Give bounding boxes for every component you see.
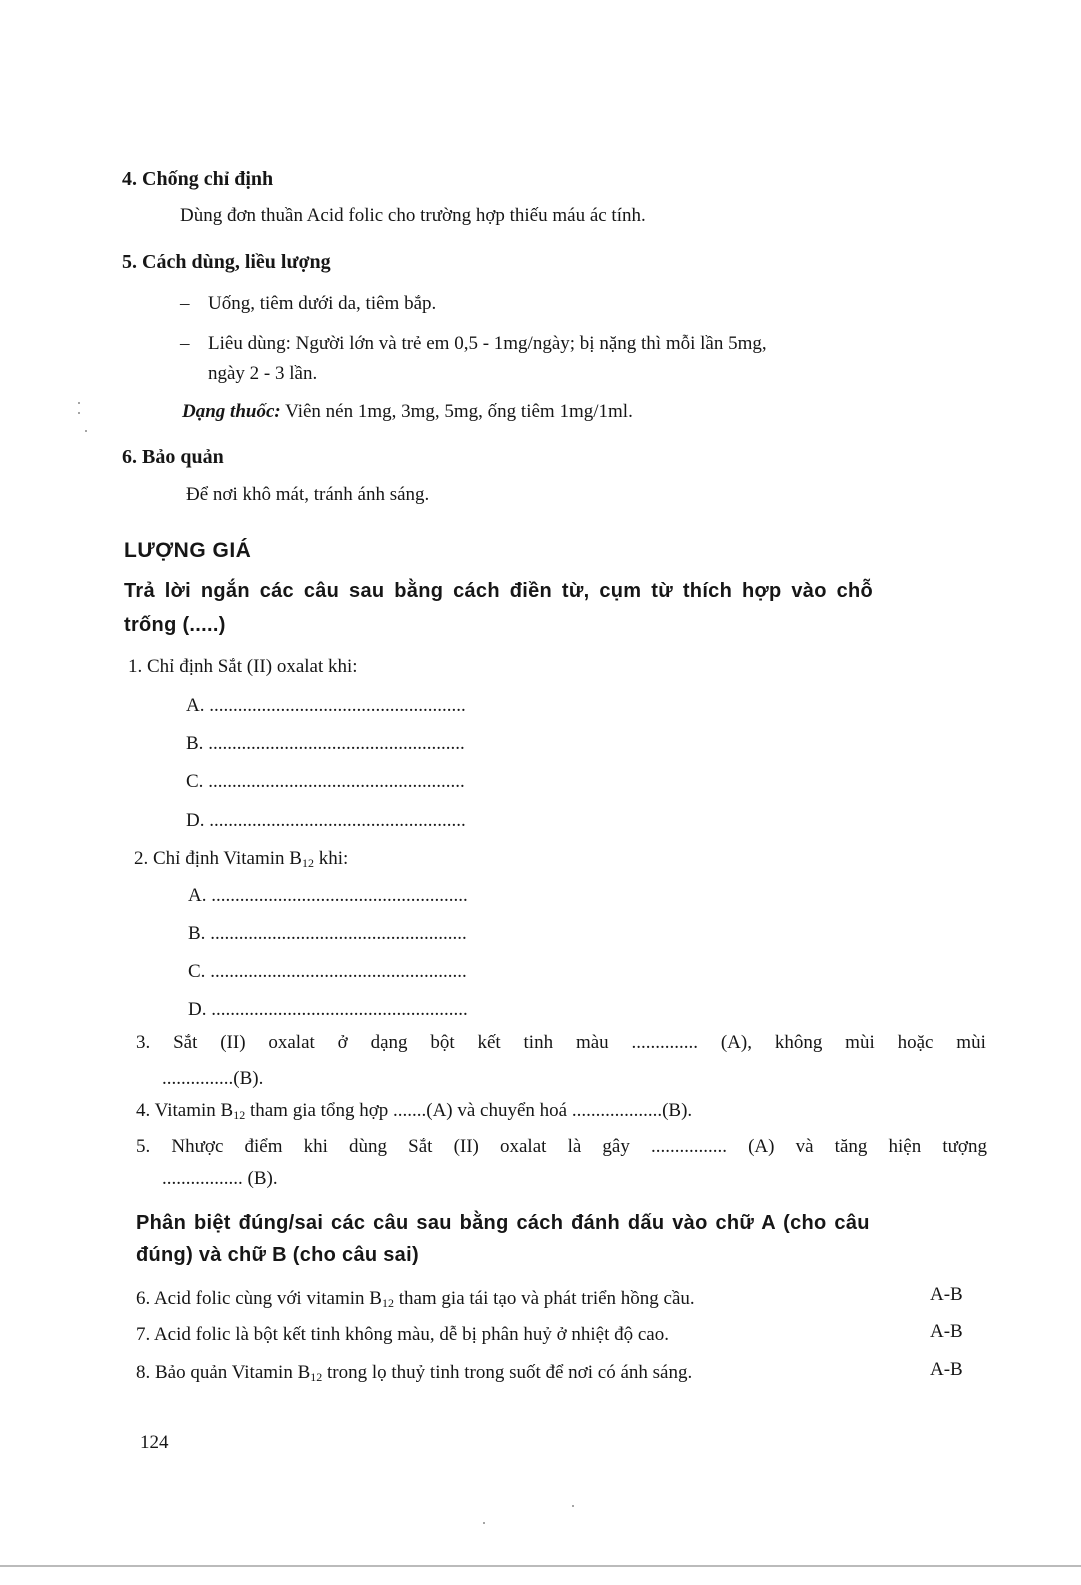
word: hiện (888, 1136, 922, 1157)
subscript: 12 (233, 1108, 246, 1122)
word: và (795, 1136, 814, 1157)
section-4-heading: 4. Chống chỉ định (122, 168, 274, 190)
q4-suffix: tham gia tổng hợp .......(A) và chuyển hoá ...................(B). (245, 1100, 693, 1121)
word: ở (337, 1032, 348, 1053)
scan-speck (85, 430, 87, 432)
scan-bottom-edge (0, 1565, 1081, 1567)
word: Nhược (171, 1136, 224, 1157)
word: tinh (523, 1032, 554, 1053)
word: không (774, 1032, 823, 1053)
bullet-2-line-1 (208, 333, 976, 355)
word: kết (477, 1032, 501, 1053)
word: oxalat (500, 1136, 547, 1157)
word: mùi (845, 1032, 875, 1053)
section-5-heading: 5. Cách dùng, liều lượng (122, 251, 331, 273)
question-7: 7. Acid folic là bột kết tinh không màu, dễ bị phân huỷ ở nhiệt độ cao. (136, 1324, 669, 1345)
q8-suffix: trong lọ thuỷ tinh trong suốt để nơi có ánh sáng. (322, 1362, 693, 1383)
word: dùng (349, 1136, 388, 1157)
answer-blank: ................ (650, 1136, 727, 1157)
bullet-1: Uống, tiêm dưới da, tiêm bắp. (208, 293, 437, 314)
subscript: 12 (310, 1370, 323, 1384)
question-5-line-1 (136, 1136, 987, 1158)
answer-blank: .............. (631, 1032, 698, 1053)
q6-prefix: 6. Acid folic cùng với vitamin B (136, 1288, 382, 1309)
q1-option-d (186, 810, 466, 832)
word: (II) (220, 1032, 246, 1053)
bullet-2-text: Liêu dùng: Người lớn và trẻ em 0,5 - 1mg/ngày; bị nặng thì mỗi lần 5mg, (208, 333, 767, 354)
section-6-heading: 6. Bảo quản (122, 446, 224, 468)
word: (A) (748, 1136, 775, 1157)
word: tượng (942, 1136, 987, 1157)
answer-blank: ...................................................... (208, 771, 465, 792)
q4-prefix: 4. Vitamin B (136, 1100, 234, 1121)
word: dạng (370, 1032, 408, 1053)
answer-blank: ...................................................... (209, 695, 466, 716)
answer-blank: ...................................................... (211, 885, 468, 906)
question-2 (134, 848, 348, 870)
word: khi (303, 1136, 328, 1157)
instruction-2-line-2: đúng) và chữ B (cho câu sai) (136, 1244, 419, 1266)
dosage-form (182, 401, 633, 423)
question-4 (136, 1100, 692, 1122)
option-letter: A. (188, 885, 207, 906)
answer-blank: ...................................................... (208, 733, 465, 754)
word: Sắt (408, 1136, 433, 1157)
subscript: 12 (301, 856, 314, 870)
subscript: 12 (381, 1296, 394, 1310)
q1-option-a (186, 695, 466, 717)
page-number: 124 (140, 1432, 169, 1453)
answer-blank: ...................................................... (211, 999, 468, 1020)
q6-answer-choice: A-B (930, 1284, 963, 1305)
option-letter: A. (186, 695, 205, 716)
option-letter: D. (188, 999, 207, 1020)
word: oxalat (268, 1032, 315, 1053)
q6-suffix: tham gia tái tạo và phát triển hồng cầu. (393, 1288, 695, 1309)
word: bột (430, 1032, 455, 1053)
q2-prefix: 2. Chỉ định Vitamin B (134, 848, 302, 869)
answer-blank: ...................................................... (209, 810, 466, 831)
q7-answer-choice: A-B (930, 1321, 963, 1342)
option-letter: B. (186, 733, 204, 754)
instruction-1-line-1: Trả lời ngắn các câu sau bằng cách điền từ, cụm từ thích hợp vào chỗ (124, 580, 874, 602)
q8-prefix: 8. Bảo quản Vitamin B (136, 1362, 311, 1383)
bullet-dash: – (180, 333, 190, 354)
word: là (567, 1136, 582, 1157)
q2-option-a (188, 885, 468, 907)
option-letter: B. (188, 923, 206, 944)
option-letter: D. (186, 810, 205, 831)
q2-suffix: khi: (313, 848, 349, 869)
word: tăng (834, 1136, 868, 1157)
question-6 (136, 1288, 695, 1310)
option-letter: C. (188, 961, 206, 982)
q2-option-b (188, 923, 467, 945)
bullet-2-line-2: ngày 2 - 3 lần. (208, 363, 318, 384)
scan-speck (78, 402, 80, 404)
word: 3. (136, 1032, 151, 1053)
section-4-text: Dùng đơn thuần Acid folic cho trường hợp thiếu máu ác tính. (180, 205, 646, 226)
section-6-text: Để nơi khô mát, tránh ánh sáng. (186, 484, 430, 505)
q2-option-c (188, 961, 467, 983)
scan-speck (572, 1505, 574, 1507)
answer-blank: ...................................................... (210, 961, 467, 982)
question-3-line-1 (136, 1032, 986, 1054)
question-5-line-2: ................. (B). (162, 1168, 278, 1189)
instruction-1-line-2: trống (.....) (124, 614, 226, 636)
word: Sắt (173, 1032, 198, 1053)
q8-answer-choice: A-B (930, 1359, 963, 1380)
word: hoặc (897, 1032, 934, 1053)
scan-speck (78, 412, 80, 414)
bullet-dash: – (180, 293, 190, 314)
dosage-text: Viên nén 1mg, 3mg, 5mg, ống tiêm 1mg/1ml. (280, 401, 633, 422)
dosage-label: Dạng thuốc: (182, 401, 281, 422)
q1-option-c (186, 771, 465, 793)
question-8 (136, 1362, 692, 1384)
word: (II) (453, 1136, 479, 1157)
assessment-title: LƯỢNG GIÁ (124, 539, 252, 562)
question-3-line-2: ...............(B). (162, 1068, 264, 1089)
scan-speck (483, 1522, 485, 1524)
word: 5. (136, 1136, 151, 1157)
word: điểm (244, 1136, 283, 1157)
q2-option-d (188, 999, 468, 1021)
q1-option-b (186, 733, 465, 755)
instruction-2-line-1: Phân biệt đúng/sai các câu sau bằng cách đánh dấu vào chữ A (cho câu (136, 1212, 870, 1234)
answer-blank: ...................................................... (210, 923, 467, 944)
word: (A), (720, 1032, 752, 1053)
word: mùi (956, 1032, 986, 1053)
word: màu (575, 1032, 609, 1053)
word: gây (602, 1136, 630, 1157)
question-1: 1. Chỉ định Sắt (II) oxalat khi: (128, 656, 358, 677)
option-letter: C. (186, 771, 204, 792)
